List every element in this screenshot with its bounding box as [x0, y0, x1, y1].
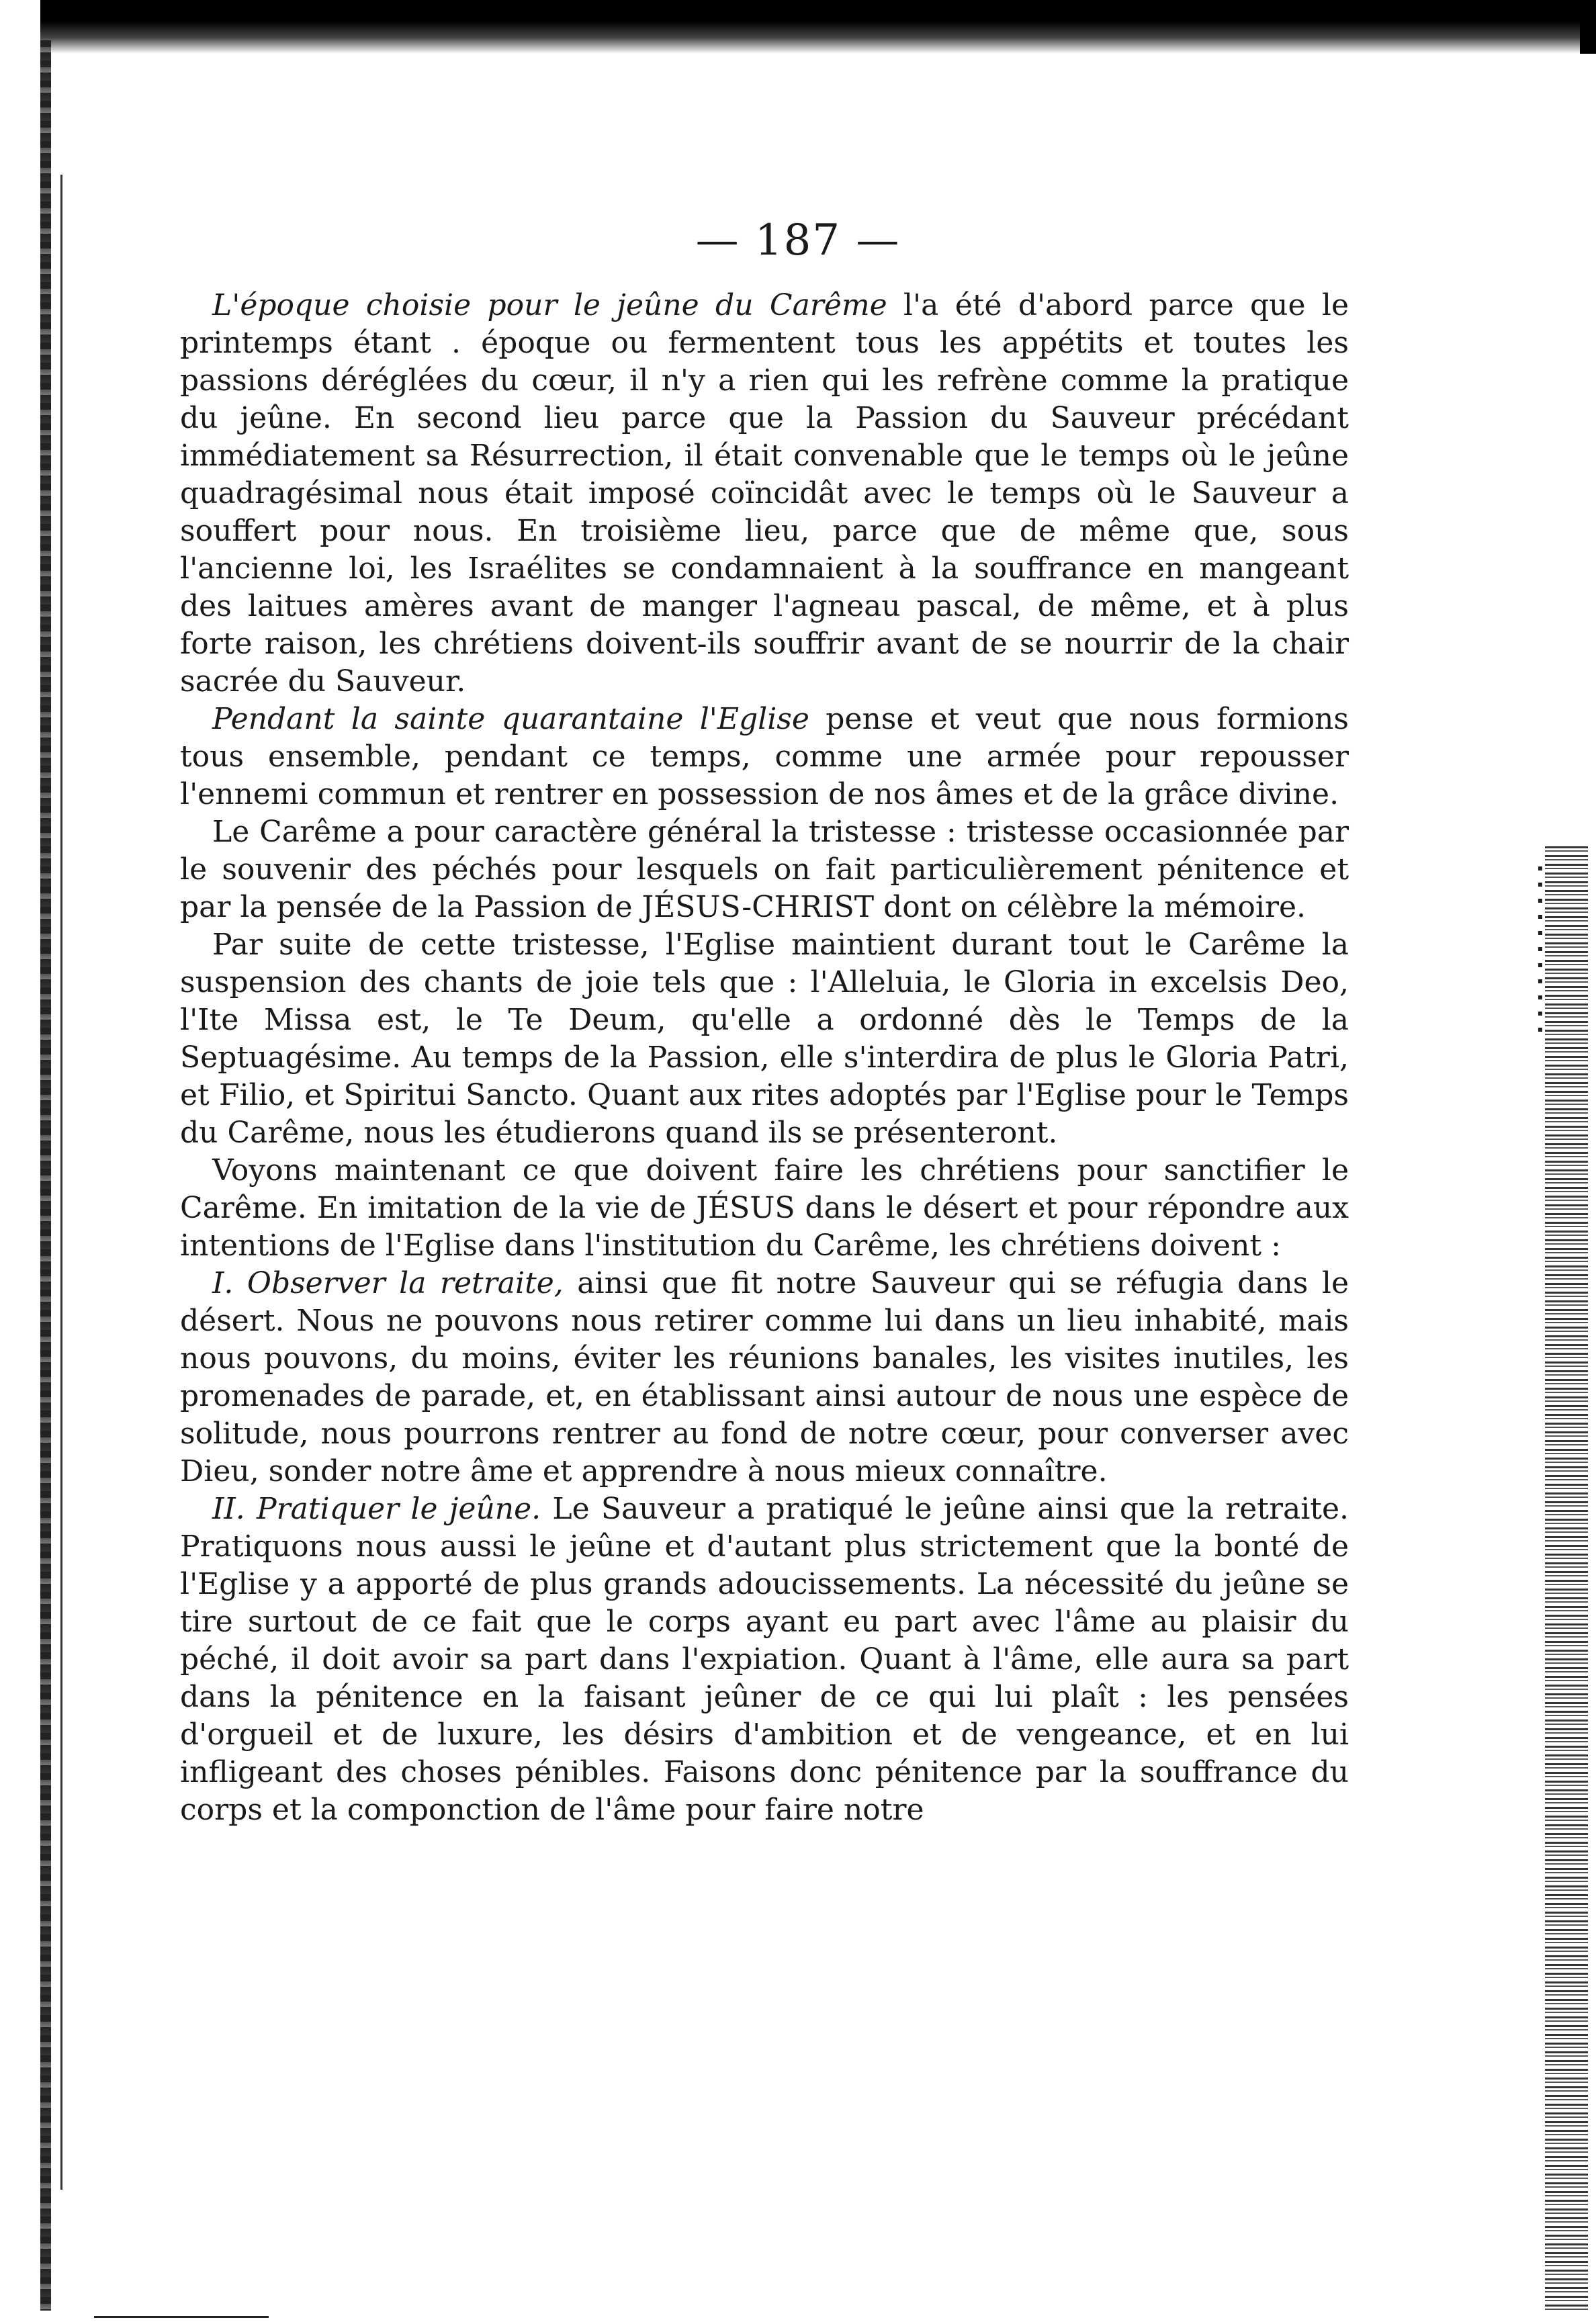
paragraph-text: Par suite de cette tristesse, l'Eglise maintient durant tout le Carême la suspension des chants de joie tels que : l'Alleluia, le Gloria in excelsis Deo, l'Ite Missa est, le Te Deum, qu'elle a ordonné dès le Temps de la Septuagésime. Au temps de la Passion, elle s'interdira de plus le Gloria Patri, et Filio, et Spiritui Sancto. Quant aux rites adoptés par l'Eglise pour le Temps du Carême, nous les étudierons quand ils se présenteront.	[180, 928, 1349, 1150]
paragraph-tristesse	[180, 813, 1349, 926]
scan-corner-mark	[1580, 0, 1596, 54]
paragraph-text: Le Carême a pour caractère général la tristesse : tristesse occasionnée par le souvenir des péchés pour lesquels on fait particulièrement pénitence et par la pensée de la Passion de JÉSUS-CHRIST dont on célèbre la mémoire.	[180, 815, 1349, 924]
paragraph-lead-italic: I. Observer la retraite,	[212, 1266, 564, 1300]
scan-top-border	[40, 0, 1596, 54]
paragraph-quarantaine	[180, 701, 1349, 813]
scan-left-border	[40, 40, 51, 2311]
paragraph-text: pense et veut que nous formions tous ensemble, pendant ce temps, comme une armée pour repousser l'ennemi commun et rentrer en possession de nos âmes et de la grâce divine.	[180, 702, 1349, 811]
page-body	[180, 287, 1349, 1829]
scan-right-specks	[1538, 866, 1542, 1041]
paragraph-lead-italic: II. Pratiquer le jeûne.	[212, 1492, 541, 1526]
paragraph-text: ainsi que fit notre Sauveur qui se réfugia dans le désert. Nous ne pouvons nous retirer comme lui dans un lieu inhabité, mais nous pouvons, du moins, éviter les réunions banales, les visites inutiles, les promenades de parade, et, en établissant ainsi autour de nous une espèce de solitude, nous pourrons rentrer au fond de notre cœur, pour converser avec Dieu, sonder notre âme et apprendre à nous mieux connaître.	[180, 1266, 1349, 1488]
paragraph-chants	[180, 926, 1349, 1152]
paragraph-lead-italic: Pendant la sainte quarantaine l'Eglise	[212, 702, 809, 736]
paragraph-lead-italic: L'époque choisie pour le jeûne du Carême	[212, 288, 887, 322]
paragraph-sanctifier	[180, 1152, 1349, 1265]
scan-right-border	[1545, 846, 1588, 2311]
page-number: — 187 —	[695, 216, 901, 265]
paragraph-retraite	[180, 1265, 1349, 1490]
scan-bottom-mark	[94, 2316, 269, 2318]
paragraph-jeune	[180, 1490, 1349, 1829]
scan-left-margin-line	[60, 175, 62, 2190]
paragraph-text: l'a été d'abord parce que le printemps étant . époque ou fermentent tous les appétits et toutes les passions déréglées du cœur, il n'y a rien qui les refrène comme la pratique du jeûne. En second lieu parce que la Passion du Sauveur précédant immédiatement sa Résurrection, il était convenable que le temps où le jeûne quadragésimal nous était imposé coïncidât avec le temps où le Sauveur a souffert pour nous. En troisième lieu, parce que de même que, sous l'ancienne loi, les Israélites se condamnaient à la souffrance en mangeant des laitues amères avant de manger l'agneau pascal, de même, et à plus forte raison, les chrétiens doivent-ils souffrir avant de se nourrir de la chair sacrée du Sauveur.	[180, 288, 1349, 699]
paragraph-text: Voyons maintenant ce que doivent faire les chrétiens pour sanctifier le Carême. En imitation de la vie de JÉSUS dans le désert et pour répondre aux intentions de l'Eglise dans l'institution du Carême, les chrétiens doivent :	[180, 1153, 1349, 1263]
paragraph-text: Le Sauveur a pratiqué le jeûne ainsi que la retraite. Pratiquons nous aussi le jeûne et d'autant plus strictement que la bonté de l'Eglise y a apporté de plus grands adoucissements. La nécessité du jeûne se tire surtout de ce fait que le corps ayant eu part avec l'âme au plaisir du péché, il doit avoir sa part dans l'expiation. Quant à l'âme, elle aura sa part dans la pénitence en la faisant jeûner de ce qui lui plaît : les pensées d'orgueil et de luxure, les désirs d'ambition et de vengeance, et en lui infligeant des choses pénibles. Faisons donc pénitence par la souffrance du corps et la componction de l'âme pour faire notre	[180, 1492, 1349, 1827]
paragraph-epoque	[180, 287, 1349, 701]
